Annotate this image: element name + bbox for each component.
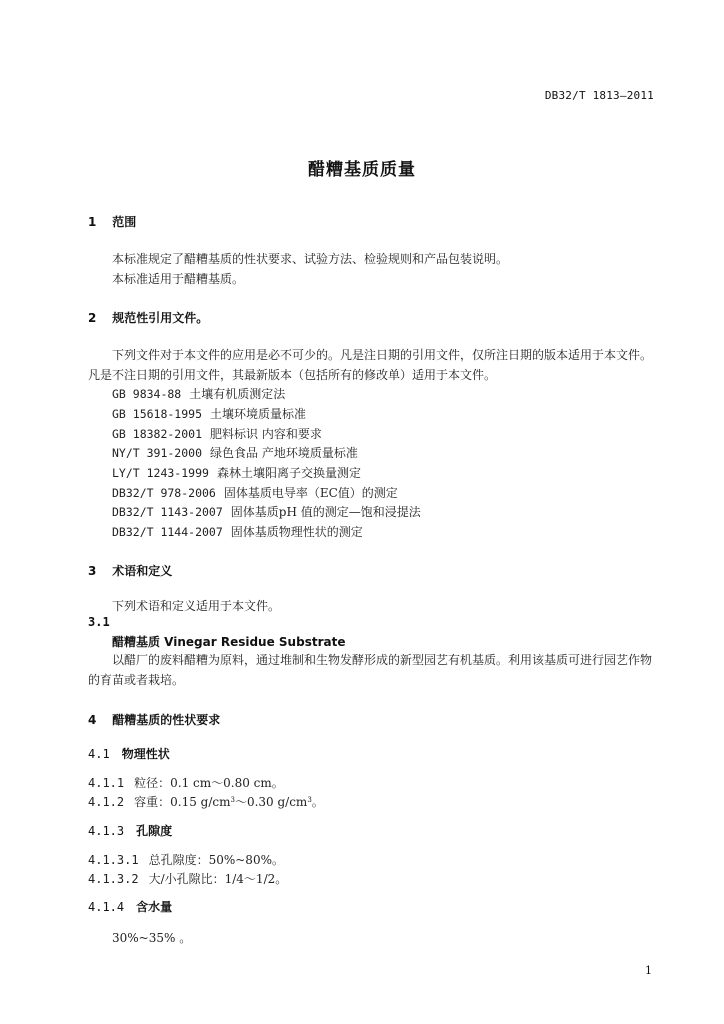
references-intro: 下列文件对于本文件的应用是必不可少的。凡是注日期的引用文件，仅所注日期的版本适用于本文件。凡是不注日期的引用文件，其最新版本（包括所有的修改单）适用于本文件。: [88, 348, 653, 382]
clause-number: 4.1.3.2: [88, 872, 139, 886]
reference-title: 固体基质电导率（EC值）的测定: [223, 486, 398, 500]
section-number: 1: [88, 215, 97, 229]
section-2-heading: [88, 309, 208, 326]
reference-item: [112, 523, 363, 540]
clause-text: ～0.30 g/cm: [234, 795, 308, 809]
scope-paragraph-2: 本标准适用于醋糟基质。: [112, 272, 245, 286]
subsection-title: 孔隙度: [136, 824, 173, 838]
clause-4-1-2: [88, 793, 324, 810]
clause-text: 容重：0.15 g/cm: [134, 795, 231, 809]
reference-item: [112, 405, 306, 422]
scope-paragraph-1: 本标准规定了醋糟基质的性状要求、试验方法、检验规则和产品包装说明。: [112, 252, 509, 266]
subsection-title: 物理性状: [121, 747, 170, 761]
document-title: 醋糟基质质量: [308, 160, 416, 180]
clause-4-1-3-1: [88, 851, 284, 868]
reference-code: NY/T 391-2000: [112, 446, 203, 460]
standard-code: DB32/T 1813—2011: [544, 89, 654, 102]
section-4-heading: [88, 711, 220, 728]
subsection-number: 4.1.4: [88, 900, 125, 914]
clause-text: 。: [311, 795, 324, 809]
reference-item: [112, 503, 421, 520]
superscript: 3: [230, 796, 235, 804]
reference-item: [112, 385, 285, 402]
section-number: 2: [88, 311, 97, 325]
reference-item: [112, 484, 398, 501]
section-number: 4: [88, 713, 97, 727]
reference-item: [112, 444, 358, 461]
reference-code: GB 18382-2001: [112, 427, 203, 441]
subsection-4-1-heading: [88, 745, 170, 762]
reference-title: 土壤环境质量标准: [210, 407, 307, 421]
reference-title: 森林土壤阳离子交换量测定: [216, 466, 361, 480]
section-title: 范围: [112, 215, 137, 229]
term-name: 醋糟基质 Vinegar Residue Substrate: [112, 635, 346, 649]
reference-code: LY/T 1243-1999: [112, 466, 209, 480]
reference-code: DB32/T 1144-2007: [112, 525, 223, 539]
subsection-number: 4.1: [88, 747, 110, 761]
reference-item: [112, 425, 322, 442]
superscript: 3: [307, 796, 312, 804]
reference-title: 肥料标识 内容和要求: [210, 427, 322, 441]
reference-title: 绿色食品 产地环境质量标准: [210, 446, 358, 460]
subsection-title: 含水量: [136, 900, 173, 914]
clause-4-1-3-2: [88, 870, 287, 887]
term-definition: 以醋厂的废料醋糟为原料，通过堆制和生物发酵形成的新型园艺有机基质。利用该基质可进行园艺作物的育苗或者栽培。: [88, 653, 653, 687]
reference-code: DB32/T 1143-2007: [112, 505, 223, 519]
reference-title: 土壤有机质测定法: [189, 387, 286, 401]
reference-item: [112, 464, 361, 481]
reference-title: 固体基质物理性状的测定: [230, 525, 363, 539]
clause-4-1-1: [88, 774, 284, 791]
subsection-4-1-3-heading: [88, 822, 172, 839]
term-number: [88, 615, 110, 629]
water-content-value: 30%~35% 。: [112, 931, 192, 945]
section-number: 3: [88, 564, 97, 578]
subsection-4-1-4-heading: [88, 898, 172, 915]
clause-text: 粒径：0.1 cm～0.80 cm。: [134, 776, 284, 790]
reference-code: DB32/T 978-2006: [112, 486, 216, 500]
clause-text: 总孔隙度：50%~80%。: [148, 853, 284, 867]
terms-intro: 下列术语和定义适用于本文件。: [112, 599, 281, 613]
section-title: 规范性引用文件。: [112, 311, 209, 325]
section-title: 术语和定义: [112, 564, 173, 578]
reference-code: GB 15618-1995: [112, 407, 203, 421]
page-number: 1: [645, 964, 652, 977]
subsection-number: 4.1.3: [88, 824, 125, 838]
clause-number: 4.1.2: [88, 795, 125, 809]
section-1-heading: [88, 213, 136, 230]
term-number-text: 3.1: [88, 615, 110, 629]
section-3-heading: [88, 562, 172, 579]
clause-number: 4.1.3.1: [88, 853, 139, 867]
section-title: 醋糟基质的性状要求: [112, 713, 221, 727]
clause-number: 4.1.1: [88, 776, 125, 790]
reference-title: 固体基质pH 值的测定—饱和浸提法: [230, 505, 421, 519]
clause-text: 大/小孔隙比：1/4～1/2。: [148, 872, 288, 886]
reference-code: GB 9834-88: [112, 387, 182, 401]
